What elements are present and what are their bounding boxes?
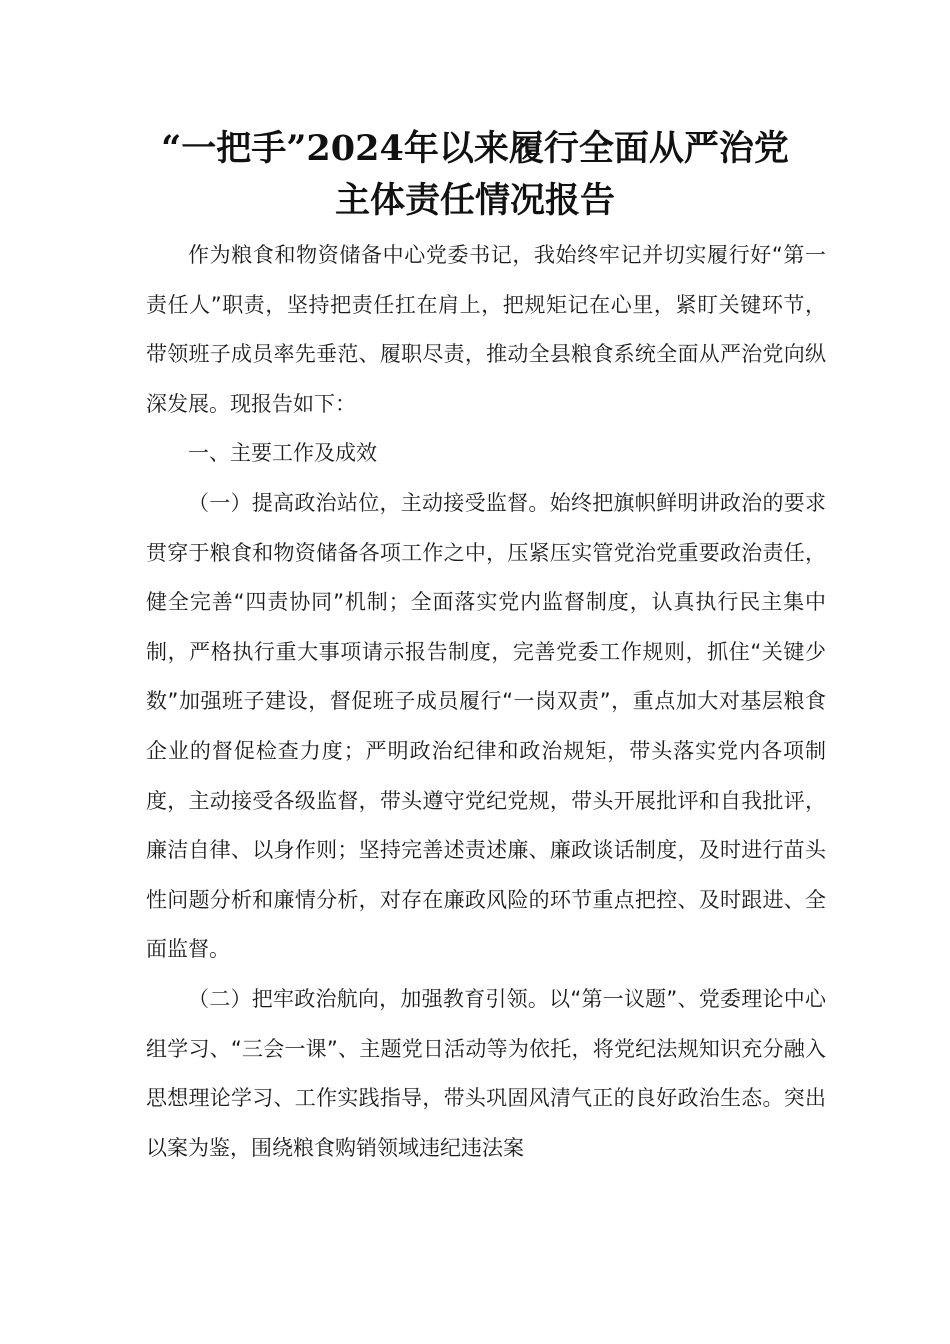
document-title-line-2: 主体责任情况报告	[334, 180, 615, 221]
document-body	[146, 231, 826, 1173]
document-title-line-1: “一把手”2024年以来履行全面从严治党	[161, 128, 789, 169]
paragraph-section-1: （一）提高政治站位，主动接受监督。始终把旗帜鲜明讲政治的要求贯穿于粮食和物资储备各项工作之中，压紧压实管党治党重要政治责任，健全完善“四责协同”机制；全面落实党内监督制度，认真执行民主集中制，严格执行重大事项请示报告制度，完善党委工作规则，抓住“关键少数”加强班子建设，督促班子成员履行“一岗双责”，重点加大对基层粮食企业的督促检查力度；严明政治纪律和政治规矩，带头落实党内各项制度，主动接受各级监督，带头遵守党纪党规，带头开展批评和自我批评，廉洁自律、以身作则；坚持完善述责述廉、廉政谈话制度，及时进行苗头性问题分析和廉情分析，对存在廉政风险的环节重点把控、及时跟进、全面监督。	[146, 490, 826, 962]
section-heading-main-work: 一、主要工作及成效	[188, 441, 377, 466]
paragraph-section-2: （二）把牢政治航向，加强教育引领。以“第一议题”、党委理论中心组学习、“三会一课”、主题党日活动等为依托，将党纪法规知识充分融入思想理论学习、工作实践指导，带头巩固风清气正的良好政治生态。突出以案为鉴，围绕粮食购销领域违纪违法案	[146, 986, 826, 1160]
paragraph-intro: 作为粮食和物资储备中心党委书记，我始终牢记并切实履行好“第一责任人”职责，坚持把责任扛在肩上，把规矩记在心里，紧盯关键环节，带领班子成员率先垂范、履职尽责，推动全县粮食系统全面从严治党向纵深发展。现报告如下：	[146, 243, 826, 416]
